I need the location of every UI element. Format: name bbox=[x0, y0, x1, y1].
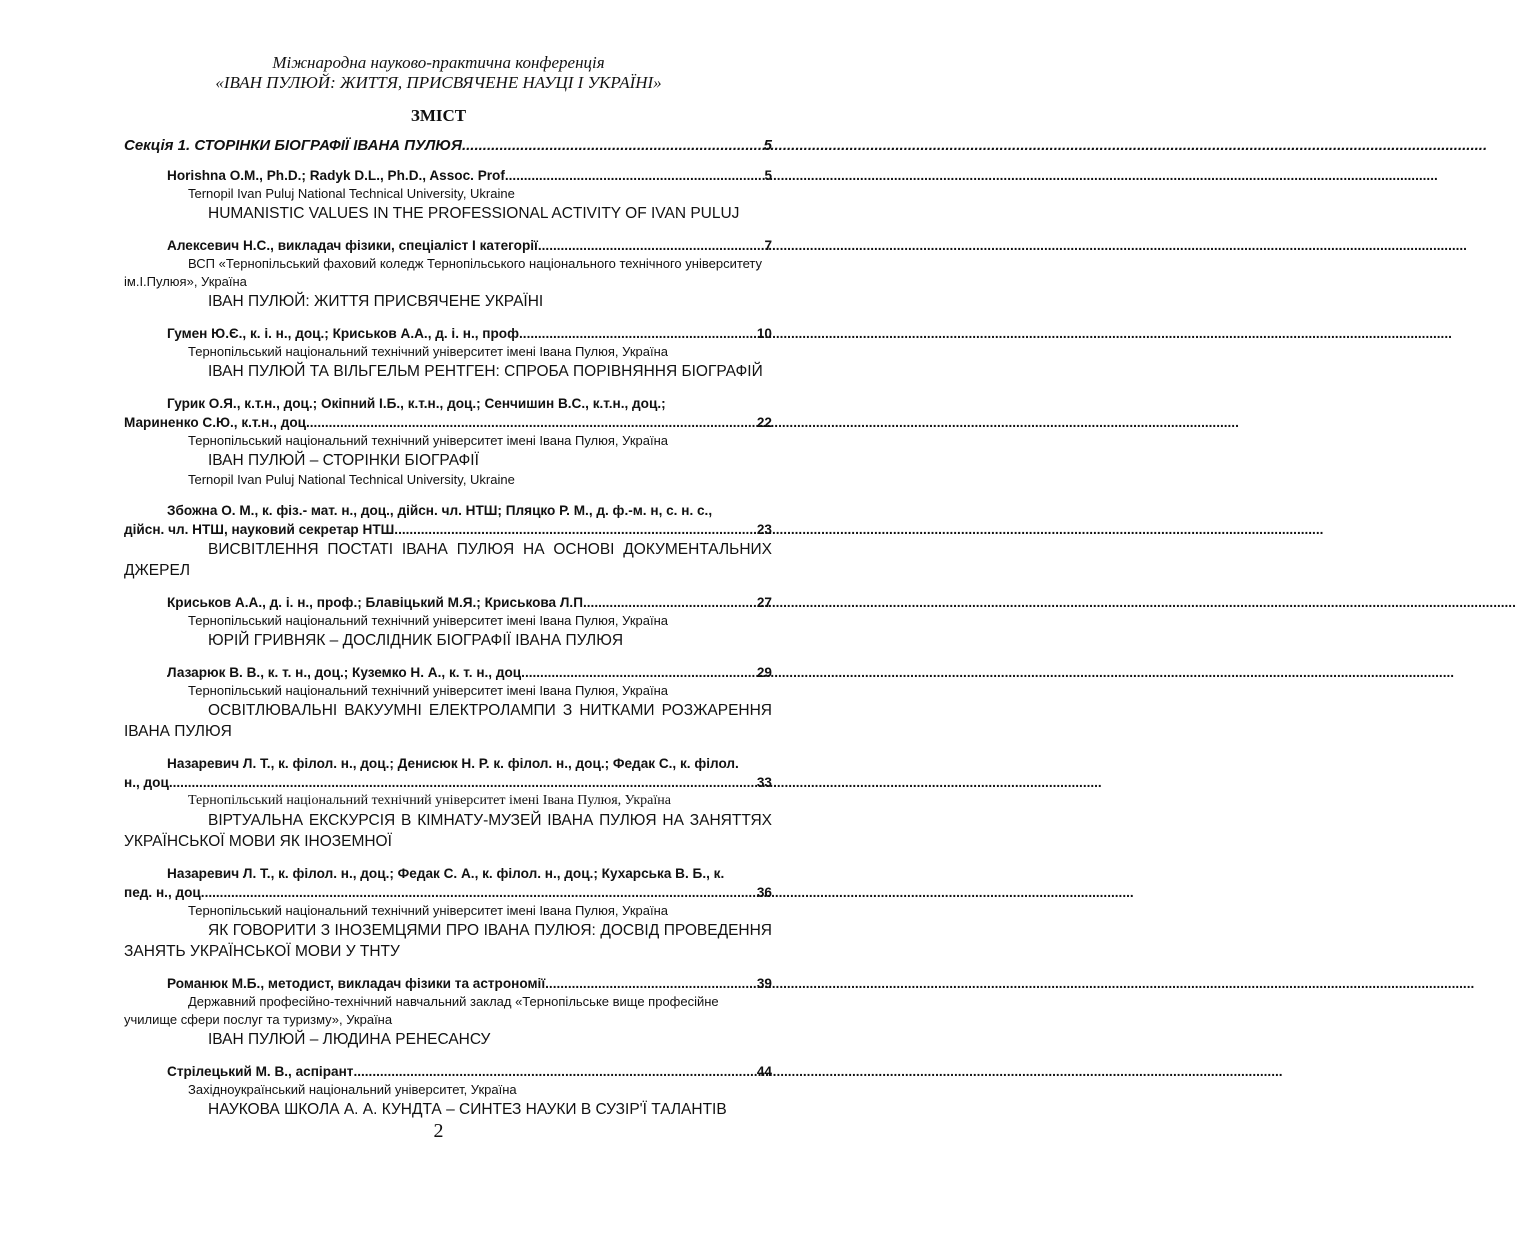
entry-page: 7 bbox=[764, 238, 772, 253]
entry-title: ВІРТУАЛЬНА ЕКСКУРСІЯ В КІМНАТУ-МУЗЕЙ ІВАНА ПУЛЮЯ НА ЗАНЯТТЯХ УКРАЇНСЬКОЇ МОВИ ЯК ІНОЗЕМНОЇ bbox=[124, 812, 772, 850]
entry-authors-block bbox=[124, 754, 772, 792]
entry-authors-line bbox=[124, 324, 772, 343]
toc-entry[interactable] bbox=[124, 974, 772, 1050]
toc-entry[interactable] bbox=[124, 501, 772, 581]
entry-authors: Лазарюк В. В., к. т. н., доц.; Куземко Н. А., к. т. н., доц. bbox=[167, 665, 525, 680]
entry-authors-line bbox=[124, 236, 772, 255]
page-number: 2 bbox=[433, 1120, 444, 1142]
running-header-line-2: «ІВАН ПУЛЮЙ: ЖИТТЯ, ПРИСВЯЧЕНЕ НАУЦІ І УКРАЇНІ» bbox=[215, 73, 662, 92]
leader-dots bbox=[525, 663, 757, 682]
entry-title: ОСВІТЛЮВАЛЬНІ ВАКУУМНІ ЕЛЕКТРОЛАМПИ З НИТКАМИ РОЗЖАРЕННЯ ІВАНА ПУЛЮЯ bbox=[124, 702, 772, 740]
entry-authors-line-1: Назаревич Л. Т., к. філол. н., доц.; Федак С. А., к. філол. н., доц.; Кухарська В. Б., к. bbox=[167, 866, 725, 881]
entry-title: ІВАН ПУЛЮЙ – СТОРІНКИ БІОГРАФІЇ bbox=[208, 452, 479, 469]
entry-title: ВИСВІТЛЕННЯ ПОСТАТІ ІВАНА ПУЛЮЯ НА ОСНОВІ ДОКУМЕНТАЛЬНИХ ДЖЕРЕЛ bbox=[124, 541, 772, 579]
entry-authors: Романюк М.Б., методист, викладач фізики та астрономії bbox=[167, 976, 546, 991]
entry-page: 27 bbox=[756, 595, 772, 610]
entry-authors: Гумен Ю.Є., к. і. н., доц.; Криськов А.А., д. і. н., проф. bbox=[167, 326, 523, 341]
entry-authors-line-2 bbox=[124, 520, 772, 539]
entry-authors: Horishna O.M., Ph.D.; Radyk D.L., Ph.D., Assoc. Prof. bbox=[167, 168, 509, 183]
entry-page: 39 bbox=[756, 976, 772, 991]
leader-dots bbox=[310, 413, 757, 432]
leader-dots bbox=[462, 136, 764, 156]
entry-authors-line-2 bbox=[124, 413, 772, 432]
section-label: Секція 1. СТОРІНКИ БІОГРАФІЇ ІВАНА ПУЛЮЯ bbox=[124, 137, 462, 154]
entry-authors-line-1: Гурик О.Я., к.т.н., доц.; Окіпний І.Б., к.т.н., доц.; Сенчишин В.С., к.т.н., доц.; bbox=[167, 396, 666, 411]
entry-affiliation: Тернопільський національний технічний університет імені Івана Пулюя, Україна bbox=[188, 344, 669, 359]
leader-dots bbox=[545, 974, 757, 993]
entry-title: HUMANISTIC VALUES IN THE PROFESSIONAL ACTIVITY OF IVAN PULUJ bbox=[208, 205, 740, 222]
entry-page: 33 bbox=[756, 775, 772, 790]
entry-authors-cont: пед. н., доц. bbox=[124, 885, 205, 900]
leader-dots bbox=[394, 520, 757, 539]
entry-affiliation: Тернопільський національний технічний університет імені Івана Пулюя, Україна bbox=[188, 903, 669, 918]
entry-affiliation: ВСП «Тернопільський фаховий коледж Тернопільського національного технічного університету ім.І.Пулюя», Україна bbox=[124, 256, 763, 289]
entry-page: 29 bbox=[756, 665, 772, 680]
entry-title: НАУКОВА ШКОЛА А. А. КУНДТА – СИНТЕЗ НАУКИ В СУЗІР'Ї ТАЛАНТІВ bbox=[208, 1101, 727, 1118]
entry-authors-line bbox=[124, 166, 772, 185]
entry-authors: Стрілецький М. В., аспірант bbox=[167, 1064, 354, 1079]
entry-authors-cont: Мариненко С.Ю., к.т.н., доц. bbox=[124, 415, 310, 430]
entry-page: 36 bbox=[756, 885, 772, 900]
entry-authors-block bbox=[124, 501, 772, 539]
entry-page: 44 bbox=[756, 1064, 772, 1079]
entry-page: 5 bbox=[764, 168, 772, 183]
entry-title: ІВАН ПУЛЮЙ: ЖИТТЯ ПРИСВЯЧЕНЕ УКРАЇНІ bbox=[208, 293, 544, 310]
entry-affiliation: Тернопільський національний технічний університет імені Івана Пулюя, Україна bbox=[188, 683, 669, 698]
entry-authors-line-2 bbox=[124, 883, 772, 902]
entry-authors-line bbox=[124, 1062, 772, 1081]
entry-authors-block bbox=[124, 394, 772, 432]
leader-dots bbox=[538, 236, 765, 255]
entry-authors-cont: н., доц. bbox=[124, 775, 173, 790]
leader-dots bbox=[205, 883, 757, 902]
entry-page: 23 bbox=[756, 522, 772, 537]
leader-dots bbox=[353, 1062, 756, 1081]
entry-title: ІВАН ПУЛЮЙ – ЛЮДИНА РЕНЕСАНСУ bbox=[208, 1031, 491, 1048]
section-page: 5 bbox=[763, 137, 772, 154]
entry-authors-line bbox=[124, 593, 772, 612]
entry-authors: Алексевич Н.С., викладач фізики, спеціаліст І категорії bbox=[167, 238, 538, 253]
toc-entry[interactable] bbox=[124, 236, 772, 312]
leader-dots bbox=[523, 324, 757, 343]
entry-title: ІВАН ПУЛЮЙ ТА ВІЛЬГЕЛЬМ РЕНТГЕН: СПРОБА ПОРІВНЯННЯ БІОГРАФІЙ bbox=[208, 363, 763, 380]
entry-page: 10 bbox=[756, 326, 772, 341]
toc-heading: ЗМІСТ bbox=[410, 106, 467, 125]
entry-title: ЯК ГОВОРИТИ З ІНОЗЕМЦЯМИ ПРО ІВАНА ПУЛЮЯ: ДОСВІД ПРОВЕДЕННЯ ЗАНЯТЬ УКРАЇНСЬКОЇ МОВИ У ТНТУ bbox=[124, 922, 772, 960]
toc-entry[interactable] bbox=[124, 593, 772, 651]
entry-authors-cont: дійсн. чл. НТШ, науковий секретар НТШ bbox=[124, 522, 395, 537]
toc-entry[interactable] bbox=[124, 663, 772, 742]
leader-dots bbox=[587, 593, 757, 612]
entry-authors-line bbox=[124, 663, 772, 682]
table-of-contents bbox=[124, 132, 772, 1132]
entry-affiliation: Тернопільський національний технічний університет імені Івана Пулюя, Україна bbox=[188, 613, 669, 628]
toc-entry[interactable] bbox=[124, 324, 772, 382]
entry-affiliation: Ternopil Ivan Puluj National Technical University, Ukraine bbox=[188, 186, 515, 201]
entry-page: 22 bbox=[756, 415, 772, 430]
entry-authors: Криськов А.А., д. і. н., проф.; Блавіцький М.Я.; Криськова Л.П. bbox=[167, 595, 587, 610]
toc-entry[interactable] bbox=[124, 864, 772, 962]
entry-authors-line-1: Збожна О. М., к. фіз.- мат. н., доц., дійсн. чл. НТШ; Пляцко Р. М., д. ф.-м. н, с. н. с., bbox=[167, 503, 713, 518]
toc-entry[interactable] bbox=[124, 394, 772, 489]
entry-authors-line bbox=[124, 974, 772, 993]
toc-entry[interactable] bbox=[124, 166, 772, 224]
entry-affiliation-english: Ternopil Ivan Puluj National Technical University, Ukraine bbox=[188, 472, 515, 487]
entry-affiliation: Тернопільський національний технічний університет імені Івана Пулюя, Україна bbox=[188, 793, 671, 808]
running-header-line-1: Міжнародна науково-практична конференція bbox=[272, 53, 605, 72]
leader-dots bbox=[173, 773, 757, 792]
entry-authors-line-2 bbox=[124, 773, 772, 792]
toc-entry[interactable] bbox=[124, 754, 772, 852]
entry-affiliation: Західноукраїнський національний університет, Україна bbox=[188, 1082, 517, 1097]
toc-entry[interactable] bbox=[124, 1062, 772, 1120]
leader-dots bbox=[509, 166, 765, 185]
entry-authors-block bbox=[124, 864, 772, 902]
entry-authors-line-1: Назаревич Л. Т., к. філол. н., доц.; Денисюк Н. Р. к. філол. н., доц.; Федак С., к. філол. bbox=[167, 756, 739, 771]
section-heading[interactable] bbox=[124, 136, 772, 156]
entry-affiliation: Державний професійно-технічний навчальний заклад «Тернопільське вище професійне училище сфери послуг та туризму», Україна bbox=[124, 994, 719, 1027]
entry-title: ЮРІЙ ГРИВНЯК – ДОСЛІДНИК БІОГРАФІЇ ІВАНА ПУЛЮЯ bbox=[208, 632, 624, 649]
entry-affiliation: Тернопільський національний технічний університет імені Івана Пулюя, Україна bbox=[188, 433, 669, 448]
